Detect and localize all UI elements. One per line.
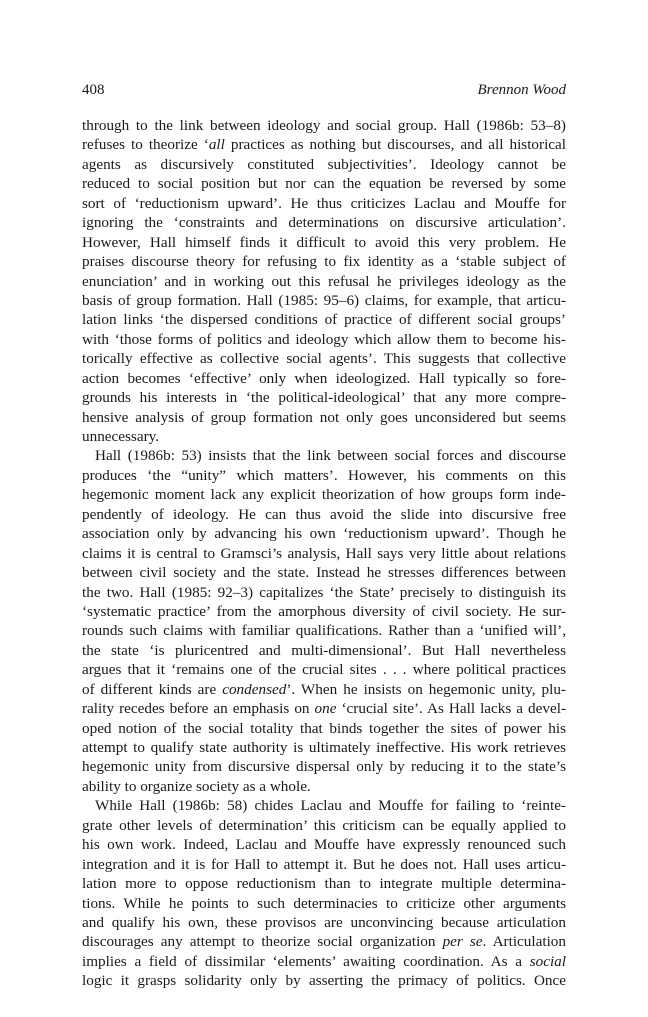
text-run: association only by advancing his own ‘reductionism upward’. Though he (82, 525, 566, 543)
text-run: enunciation’ and in working out this refusal he privileges ideology as the (82, 272, 566, 290)
text-run: tions. While he points to such determinacies to criticize other arguments (82, 894, 566, 912)
text-line (82, 699, 566, 718)
text-run: argues that it ‘remains one of the crucial sites . . . where political practices (82, 661, 566, 679)
text-line (82, 213, 566, 232)
text-run: his own work. Indeed, Laclau and Mouffe have expressly renounced such (82, 836, 566, 854)
text-run: ability to organize society as a whole. (82, 777, 311, 795)
text-line (82, 252, 566, 271)
text-line (82, 233, 566, 252)
italic-text: condensed (222, 680, 287, 698)
text-line (82, 155, 566, 174)
text-run: produces ‘the “unity” which matters’. However, his comments on this (82, 466, 566, 484)
text-run: While Hall (1986b: 58) chides Laclau and Mouffe for failing to ‘reinte- (95, 797, 566, 815)
text-line (82, 563, 566, 582)
text-run: attempt to qualify state authority is ultimately ineffective. His work retrieves (82, 739, 566, 756)
text-line (82, 777, 566, 796)
text-run: the state ‘is pluricentred and multi-dimensional’. But Hall nevertheless (82, 641, 566, 659)
text-line (82, 505, 566, 524)
text-line (82, 913, 566, 932)
text-line (82, 194, 566, 213)
text-run: rounds such claims with familiar qualifications. Rather than a ‘unified will’, (82, 622, 566, 640)
body-text (82, 116, 566, 991)
text-run: ignoring the ‘constraints and determinations on discursive articulation’. (82, 214, 566, 232)
text-run: However, Hall himself finds it difficult to avoid this very problem. He (82, 233, 566, 251)
page-header (82, 82, 566, 100)
italic-text: social (529, 952, 566, 970)
text-line (82, 466, 566, 485)
text-line (82, 174, 566, 193)
text-line (82, 757, 566, 776)
text-run: sort of ‘reductionism upward’. He thus criticizes Laclau and Mouffe for (82, 194, 566, 212)
text-run: implies a field of dissimilar ‘elements’ awaiting coordination. As a (82, 952, 530, 970)
text-run: lation more to oppose reductionism than to integrate multiple determina- (82, 875, 566, 893)
text-run: Hall (1986b: 53) insists that the link between social forces and discourse (95, 447, 566, 465)
text-run: oped notion of the social totality that binds together the sites of power his (82, 719, 566, 737)
text-line (82, 738, 566, 757)
text-run: hegemonic unity from discursive dispersal only by reducing it to the state’s (82, 758, 566, 776)
paragraph (82, 446, 566, 796)
text-run: ‘crucial site’. As Hall lacks a devel- (336, 700, 566, 718)
text-run: pendently of ideology. He can thus avoid the slide into discursive free (82, 505, 566, 523)
text-run: through to the link between ideology and social group. Hall (1986b: 53–8) (82, 117, 566, 134)
text-run: ‘systematic practice’ from the amorphous diversity of civil society. He sur- (82, 602, 566, 620)
text-run: logic it grasps solidarity only by asserting the primacy of politics. Once (82, 972, 566, 990)
text-line (82, 330, 566, 349)
italic-text: one (314, 700, 337, 718)
text-line (82, 310, 566, 329)
text-run: reduced to social position but nor can the equation be reversed by some (82, 175, 566, 193)
text-run: torically effective as collective social agents’. This suggests that collective (82, 350, 566, 368)
text-line (82, 932, 566, 951)
text-run: rality recedes before an emphasis on (82, 700, 315, 718)
text-line (82, 952, 566, 971)
text-run: ’. When he insists on hegemonic unity, plu- (286, 680, 566, 698)
text-run: hegemonic moment lack any explicit theorization of how groups form inde- (82, 486, 566, 504)
text-line (82, 874, 566, 893)
text-line (82, 641, 566, 660)
text-line (82, 349, 566, 368)
text-run: of different kinds are (82, 680, 223, 698)
text-run: agents as discursively constituted subjectivities’. Ideology cannot be (82, 155, 566, 173)
text-run: between civil society and the state. Instead he stresses differences between (82, 564, 566, 582)
text-line (82, 855, 566, 874)
text-line (82, 894, 566, 913)
text-line (82, 583, 566, 602)
text-line (82, 621, 566, 640)
text-run: unnecessary. (82, 428, 160, 445)
text-line (82, 544, 566, 563)
text-line (82, 291, 566, 310)
text-line (82, 719, 566, 738)
text-line (82, 602, 566, 621)
text-run: practices as nothing but discourses, and all historical (224, 136, 567, 154)
text-line (82, 524, 566, 543)
text-line (82, 388, 566, 407)
text-run: the two. Hall (1985: 92–3) capitalizes ‘the State’ precisely to distinguish its (82, 583, 566, 601)
text-run: claims it is central to Gramsci’s analysis, Hall says very little about relations (82, 544, 566, 562)
paragraph (82, 116, 566, 446)
italic-text: per se (442, 933, 483, 951)
text-run: refuses to theorize ‘ (82, 136, 209, 154)
text-line (82, 971, 566, 990)
text-run: grounds his interests in ‘the political-ideological’ that any more compre- (82, 389, 566, 407)
italic-text: all (208, 136, 225, 154)
paragraph (82, 796, 566, 990)
page-number: 408 (82, 82, 105, 98)
text-line (82, 369, 566, 388)
text-line (82, 796, 566, 815)
text-line (82, 835, 566, 854)
text-line (82, 816, 566, 835)
text-run: basis of group formation. Hall (1985: 95–6) claims, for example, that articu- (82, 291, 566, 309)
text-run: grate other levels of determination’ this criticism can be equally applied to (82, 816, 566, 834)
text-line (82, 427, 566, 446)
text-line (82, 272, 566, 291)
text-line (82, 485, 566, 504)
text-run: with ‘those forms of politics and ideology which allow them to become his- (82, 330, 566, 348)
text-run: integration and it is for Hall to attempt it. But he does not. Hall uses articu- (82, 855, 566, 873)
running-head-author: Brennon Wood (477, 82, 566, 98)
text-line (82, 680, 566, 699)
text-run: hensive analysis of group formation not only goes unconsidered but seems (82, 408, 566, 426)
text-run: and qualify his own, these provisos are unconvincing because articulation (82, 913, 566, 931)
text-run: . Articulation (482, 933, 566, 951)
text-line (82, 135, 566, 154)
text-line (82, 116, 566, 135)
text-line (82, 660, 566, 679)
text-run: discourages any attempt to theorize social organization (82, 933, 443, 951)
text-run: action becomes ‘effective’ only when ideologized. Hall typically so fore- (82, 369, 566, 387)
text-run: lation links ‘the dispersed conditions of practice of different social groups’ (82, 311, 566, 329)
text-line (82, 446, 566, 465)
text-line (82, 408, 566, 427)
text-run: praises discourse theory for refusing to fix identity as a ‘stable subject of (82, 253, 566, 271)
